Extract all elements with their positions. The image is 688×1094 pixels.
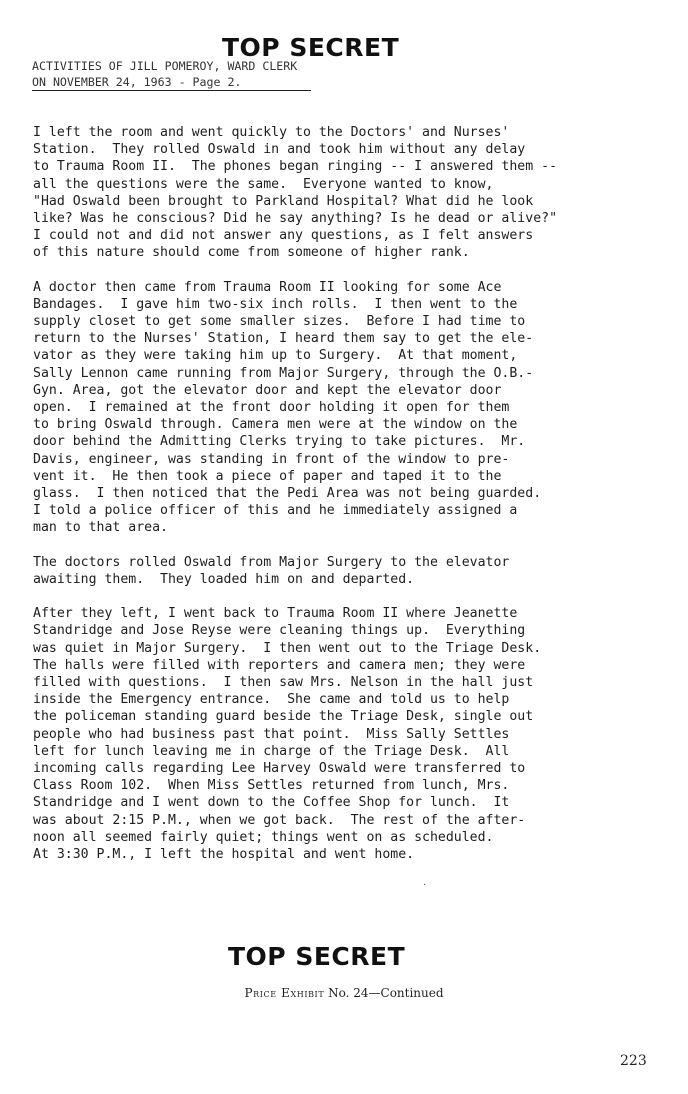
exhibit-caption-prefix: Price Exhibit	[244, 986, 325, 1000]
text-line: open. I remained at the front door holding it open for them	[33, 400, 510, 415]
exhibit-caption-number: No. 24—Continued	[328, 986, 444, 1000]
text-line: return to the Nurses' Station, I heard them say to get the ele-	[33, 331, 534, 347]
text-line: to bring Oswald through. Camera men were at the window on the	[33, 417, 518, 433]
text-line: Class Room 102. When Miss Settles returned from lunch, Mrs.	[33, 778, 510, 794]
exhibit-caption	[0, 986, 688, 1000]
text-line: The halls were filled with reporters and camera men; they were	[33, 657, 526, 673]
text-line: Standridge and Jose Reyse were cleaning things up. Everything	[33, 623, 526, 639]
text-line: people who had business past that point. Miss Sally Settles	[33, 726, 510, 742]
text-line: left for lunch leaving me in charge of the Triage Desk. All	[33, 743, 510, 759]
text-line: noon all seemed fairly quiet; things went on as scheduled.	[33, 829, 494, 845]
text-line: Gyn. Area, got the elevator door and kept the elevator door	[33, 382, 502, 398]
text-line: incoming calls regarding Lee Harvey Oswald were transferred to	[33, 760, 526, 776]
top-secret-stamp-top: TOP SECRET	[222, 33, 400, 62]
text-line: glass. I then noticed that the Pedi Area was not being guarded.	[33, 485, 542, 501]
text-line: the policeman standing guard beside the Triage Desk, single out	[33, 709, 534, 725]
text-line: of this nature should come from someone of higher rank.	[33, 245, 470, 261]
text-line: At 3:30 P.M., I left the hospital and went home.	[33, 846, 415, 862]
text-line: Standridge and I went down to the Coffee Shop for lunch. It	[33, 795, 510, 811]
document-header-title: ACTIVITIES OF JILL POMEROY, WARD CLERK	[32, 59, 298, 73]
text-line: A doctor then came from Trauma Room II looking for some Ace	[33, 279, 502, 295]
text-line: After they left, I went back to Trauma Room II where Jeanette	[33, 606, 518, 622]
document-body	[33, 124, 663, 880]
text-line: Davis, engineer, was standing in front of the window to pre-	[33, 451, 510, 467]
stray-mark: ·	[423, 880, 427, 891]
paragraph	[33, 605, 663, 863]
text-line: to Trauma Room II. The phones began ringing -- I answered them --	[33, 159, 558, 175]
text-line: Bandages. I gave him two-six inch rolls. I then went to the	[33, 296, 518, 312]
text-line: man to that area.	[33, 520, 168, 536]
text-line: I told a police officer of this and he immediately assigned a	[33, 503, 518, 519]
text-line: was quiet in Major Surgery. I then went out to the Triage Desk.	[33, 640, 542, 656]
paragraph	[33, 124, 663, 262]
text-line: awaiting them. They loaded him on and departed.	[33, 571, 415, 587]
text-line: vator as they were taking him up to Surgery. At that moment,	[33, 348, 518, 364]
text-line: supply closet to get some smaller sizes. Before I had time to	[33, 314, 526, 330]
text-line: The doctors rolled Oswald from Major Surgery to the elevator	[33, 554, 510, 570]
text-line: Station. They rolled Oswald in and took him without any delay	[33, 142, 526, 158]
text-line: all the questions were the same. Everyone wanted to know,	[33, 176, 494, 192]
paragraph	[33, 554, 663, 588]
text-line: vent it. He then took a piece of paper and taped it to the	[33, 468, 502, 484]
text-line: was about 2:15 P.M., when we got back. The rest of the after-	[33, 812, 526, 828]
document-header-date-page: ON NOVEMBER 24, 1963 - Page 2.	[32, 74, 311, 91]
text-line: Sally Lennon came running from Major Surgery, through the O.B.-	[33, 365, 534, 381]
text-line: I left the room and went quickly to the Doctors' and Nurses'	[33, 125, 510, 140]
top-secret-stamp-bottom: TOP SECRET	[228, 942, 406, 971]
text-line: I could not and did not answer any questions, as I felt answers	[33, 228, 534, 244]
text-line: inside the Emergency entrance. She came and told us to help	[33, 692, 510, 708]
text-line: filled with questions. I then saw Mrs. Nelson in the hall just	[33, 675, 534, 690]
text-line: like? Was he conscious? Did he say anything? Is he dead or alive?"	[33, 210, 558, 226]
text-line: door behind the Admitting Clerks trying to take pictures. Mr.	[33, 434, 526, 450]
page-number: 223	[620, 1053, 647, 1069]
text-line: "Had Oswald been brought to Parkland Hospital? What did he look	[33, 193, 534, 209]
paragraph	[33, 279, 663, 537]
